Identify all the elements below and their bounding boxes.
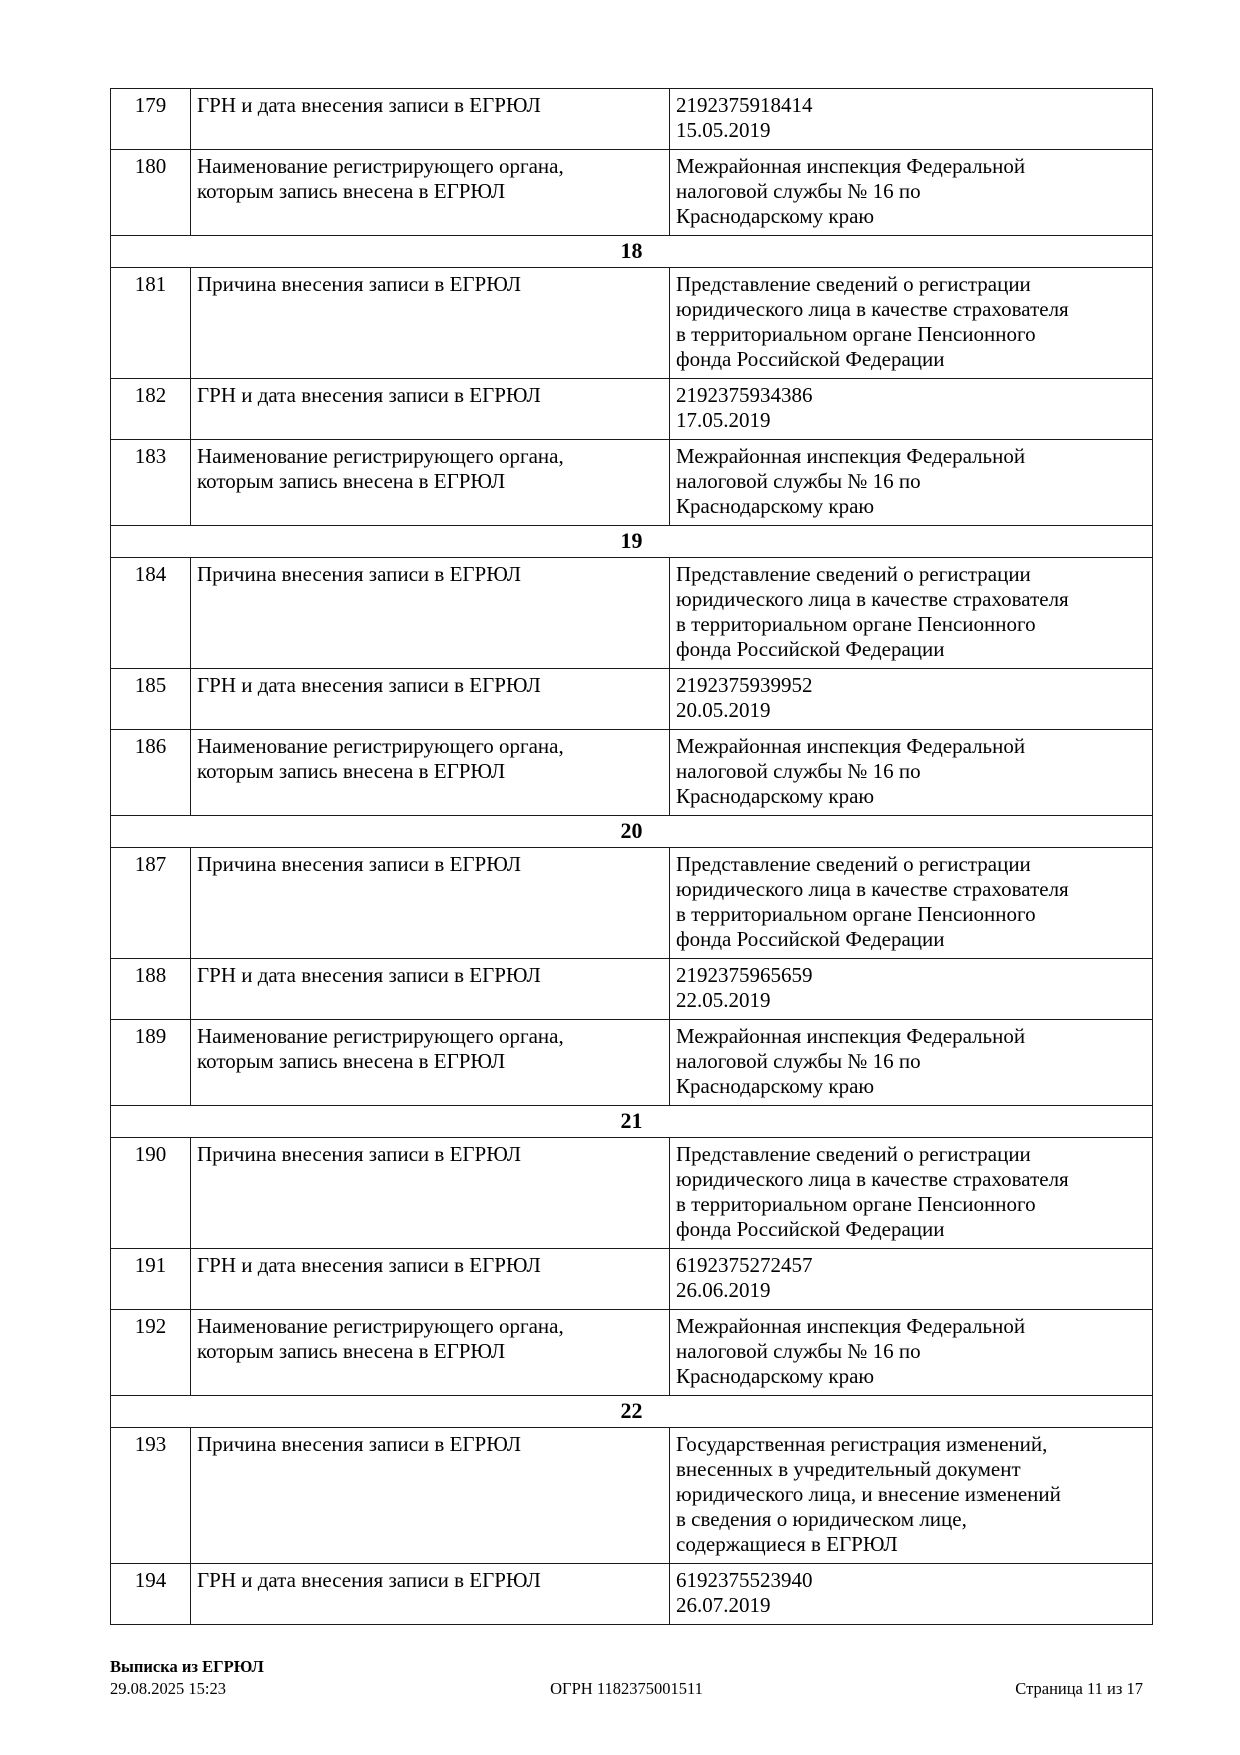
field-value-line: 2192375918414 [676,93,813,117]
field-value-line: 26.07.2019 [676,1593,771,1617]
section-number: 21 [111,1106,1153,1138]
table-row [111,1564,1153,1625]
field-label [191,669,670,730]
table-row [111,669,1153,730]
table-row [111,1020,1153,1106]
field-value-line: налоговой службы № 16 по [676,179,921,203]
field-value-line: фонда Российской Федерации [676,347,945,371]
field-value [670,1310,1153,1396]
table-row [111,379,1153,440]
field-label [191,150,670,236]
field-value-line: Государственная регистрация изменений, [676,1432,1048,1456]
row-number: 181 [111,268,191,379]
section-number: 18 [111,236,1153,268]
field-value-line: налоговой службы № 16 по [676,1339,921,1363]
field-label-line: Наименование регистрирующего органа, [197,1314,564,1338]
field-label-line: которым запись внесена в ЕГРЮЛ [197,1339,506,1363]
field-value-line: Представление сведений о регистрации [676,852,1031,876]
field-label-line: Наименование регистрирующего органа, [197,1024,564,1048]
field-value-line: Краснодарскому краю [676,1074,875,1098]
field-value [670,1249,1153,1310]
field-label [191,440,670,526]
field-label-line: Причина внесения записи в ЕГРЮЛ [197,272,522,296]
row-number: 194 [111,1564,191,1625]
field-label-line: ГРН и дата внесения записи в ЕГРЮЛ [197,1253,541,1277]
field-value-line: 22.05.2019 [676,988,771,1012]
field-label-line: которым запись внесена в ЕГРЮЛ [197,1049,506,1073]
field-label [191,379,670,440]
field-label-line: Причина внесения записи в ЕГРЮЛ [197,1142,522,1166]
field-value-line: юридического лица в качестве страхователя [676,297,1069,321]
field-value-line: 6192375272457 [676,1253,813,1277]
row-number: 180 [111,150,191,236]
row-number: 192 [111,1310,191,1396]
field-value-line: налоговой службы № 16 по [676,759,921,783]
table-row [111,848,1153,959]
row-number: 189 [111,1020,191,1106]
field-label-line: ГРН и дата внесения записи в ЕГРЮЛ [197,1568,541,1592]
field-label-line: ГРН и дата внесения записи в ЕГРЮЛ [197,963,541,987]
field-label-line: Наименование регистрирующего органа, [197,734,564,758]
field-value-line: Представление сведений о регистрации [676,1142,1031,1166]
field-value [670,1564,1153,1625]
field-label-line: Причина внесения записи в ЕГРЮЛ [197,562,522,586]
field-label [191,1310,670,1396]
row-number: 185 [111,669,191,730]
field-label [191,1249,670,1310]
field-value-line: Межрайонная инспекция Федеральной [676,444,1026,468]
field-value-line: Краснодарскому краю [676,784,875,808]
section-header-row [111,1396,1153,1428]
field-value-line: 2192375934386 [676,383,813,407]
table-row [111,268,1153,379]
egrul-table-body [111,89,1153,1625]
table-row [111,730,1153,816]
field-label-line: Причина внесения записи в ЕГРЮЛ [197,1432,522,1456]
field-value-line: Межрайонная инспекция Федеральной [676,1024,1026,1048]
field-label-line: Причина внесения записи в ЕГРЮЛ [197,852,522,876]
field-label-line: которым запись внесена в ЕГРЮЛ [197,759,506,783]
footer-ogrn: ОГРН 1182375001511 [550,1679,703,1698]
page-footer [110,1656,1143,1702]
field-value [670,1428,1153,1564]
field-value-line: фонда Российской Федерации [676,927,945,951]
table-row [111,959,1153,1020]
row-number: 179 [111,89,191,150]
field-value-line: фонда Российской Федерации [676,637,945,661]
row-number: 184 [111,558,191,669]
field-label [191,730,670,816]
table-row [111,440,1153,526]
footer-datetime: 29.08.2025 15:23 [110,1679,226,1698]
row-number: 182 [111,379,191,440]
table-row [111,150,1153,236]
table-row [111,1310,1153,1396]
section-header-row [111,236,1153,268]
field-label [191,1428,670,1564]
field-value-line: в территориальном органе Пенсионного [676,902,1036,926]
field-label [191,89,670,150]
row-number: 191 [111,1249,191,1310]
field-label [191,959,670,1020]
field-label-line: которым запись внесена в ЕГРЮЛ [197,469,506,493]
field-label [191,1020,670,1106]
field-value-line: 6192375523940 [676,1568,813,1592]
field-value-line: Краснодарскому краю [676,494,875,518]
field-value-line: юридического лица в качестве страхователя [676,587,1069,611]
field-label-line: Наименование регистрирующего органа, [197,444,564,468]
field-label-line: ГРН и дата внесения записи в ЕГРЮЛ [197,93,541,117]
field-value-line: внесенных в учредительный документ [676,1457,1021,1481]
field-value-line: юридического лица в качестве страхователя [676,1167,1069,1191]
field-value [670,150,1153,236]
field-value-line: Краснодарскому краю [676,204,875,228]
table-row [111,1138,1153,1249]
field-value-line: налоговой службы № 16 по [676,469,921,493]
field-value-line: Представление сведений о регистрации [676,562,1031,586]
footer-page-number: Страница 11 из 17 [1015,1679,1143,1698]
field-value [670,959,1153,1020]
field-value [670,379,1153,440]
footer-doc-title: Выписка из ЕГРЮЛ [110,1657,264,1676]
section-number: 20 [111,816,1153,848]
table-row [111,1249,1153,1310]
row-number: 188 [111,959,191,1020]
field-value [670,669,1153,730]
field-value-line: Краснодарскому краю [676,1364,875,1388]
egrul-records-table [110,88,1153,1625]
field-label [191,1564,670,1625]
field-label-line: Наименование регистрирующего органа, [197,154,564,178]
field-value [670,1020,1153,1106]
section-number: 22 [111,1396,1153,1428]
field-value-line: Межрайонная инспекция Федеральной [676,734,1026,758]
field-value-line: в территориальном органе Пенсионного [676,322,1036,346]
field-value [670,1138,1153,1249]
row-number: 187 [111,848,191,959]
field-value [670,268,1153,379]
field-value [670,440,1153,526]
field-label [191,848,670,959]
field-label [191,1138,670,1249]
field-label [191,558,670,669]
field-value-line: юридического лица в качестве страхователя [676,877,1069,901]
table-row [111,89,1153,150]
row-number: 183 [111,440,191,526]
field-value-line: Представление сведений о регистрации [676,272,1031,296]
field-label [191,268,670,379]
field-value-line: Межрайонная инспекция Федеральной [676,154,1026,178]
field-value-line: в сведения о юридическом лице, [676,1507,967,1531]
field-value-line: фонда Российской Федерации [676,1217,945,1241]
table-row [111,1428,1153,1564]
field-value [670,558,1153,669]
field-value-line: 15.05.2019 [676,118,771,142]
field-value-line: юридического лица, и внесение изменений [676,1482,1061,1506]
field-value-line: Межрайонная инспекция Федеральной [676,1314,1026,1338]
field-label-line: которым запись внесена в ЕГРЮЛ [197,179,506,203]
field-value [670,89,1153,150]
field-value-line: 17.05.2019 [676,408,771,432]
field-value-line: 20.05.2019 [676,698,771,722]
field-value-line: налоговой службы № 16 по [676,1049,921,1073]
field-label-line: ГРН и дата внесения записи в ЕГРЮЛ [197,383,541,407]
section-header-row [111,1106,1153,1138]
section-header-row [111,816,1153,848]
row-number: 190 [111,1138,191,1249]
table-row [111,558,1153,669]
field-label-line: ГРН и дата внесения записи в ЕГРЮЛ [197,673,541,697]
field-value-line: в территориальном органе Пенсионного [676,612,1036,636]
field-value-line: 26.06.2019 [676,1278,771,1302]
section-number: 19 [111,526,1153,558]
row-number: 186 [111,730,191,816]
field-value-line: 2192375965659 [676,963,813,987]
field-value-line: в территориальном органе Пенсионного [676,1192,1036,1216]
field-value [670,730,1153,816]
section-header-row [111,526,1153,558]
field-value-line: 2192375939952 [676,673,813,697]
field-value [670,848,1153,959]
row-number: 193 [111,1428,191,1564]
field-value-line: содержащиеся в ЕГРЮЛ [676,1532,898,1556]
